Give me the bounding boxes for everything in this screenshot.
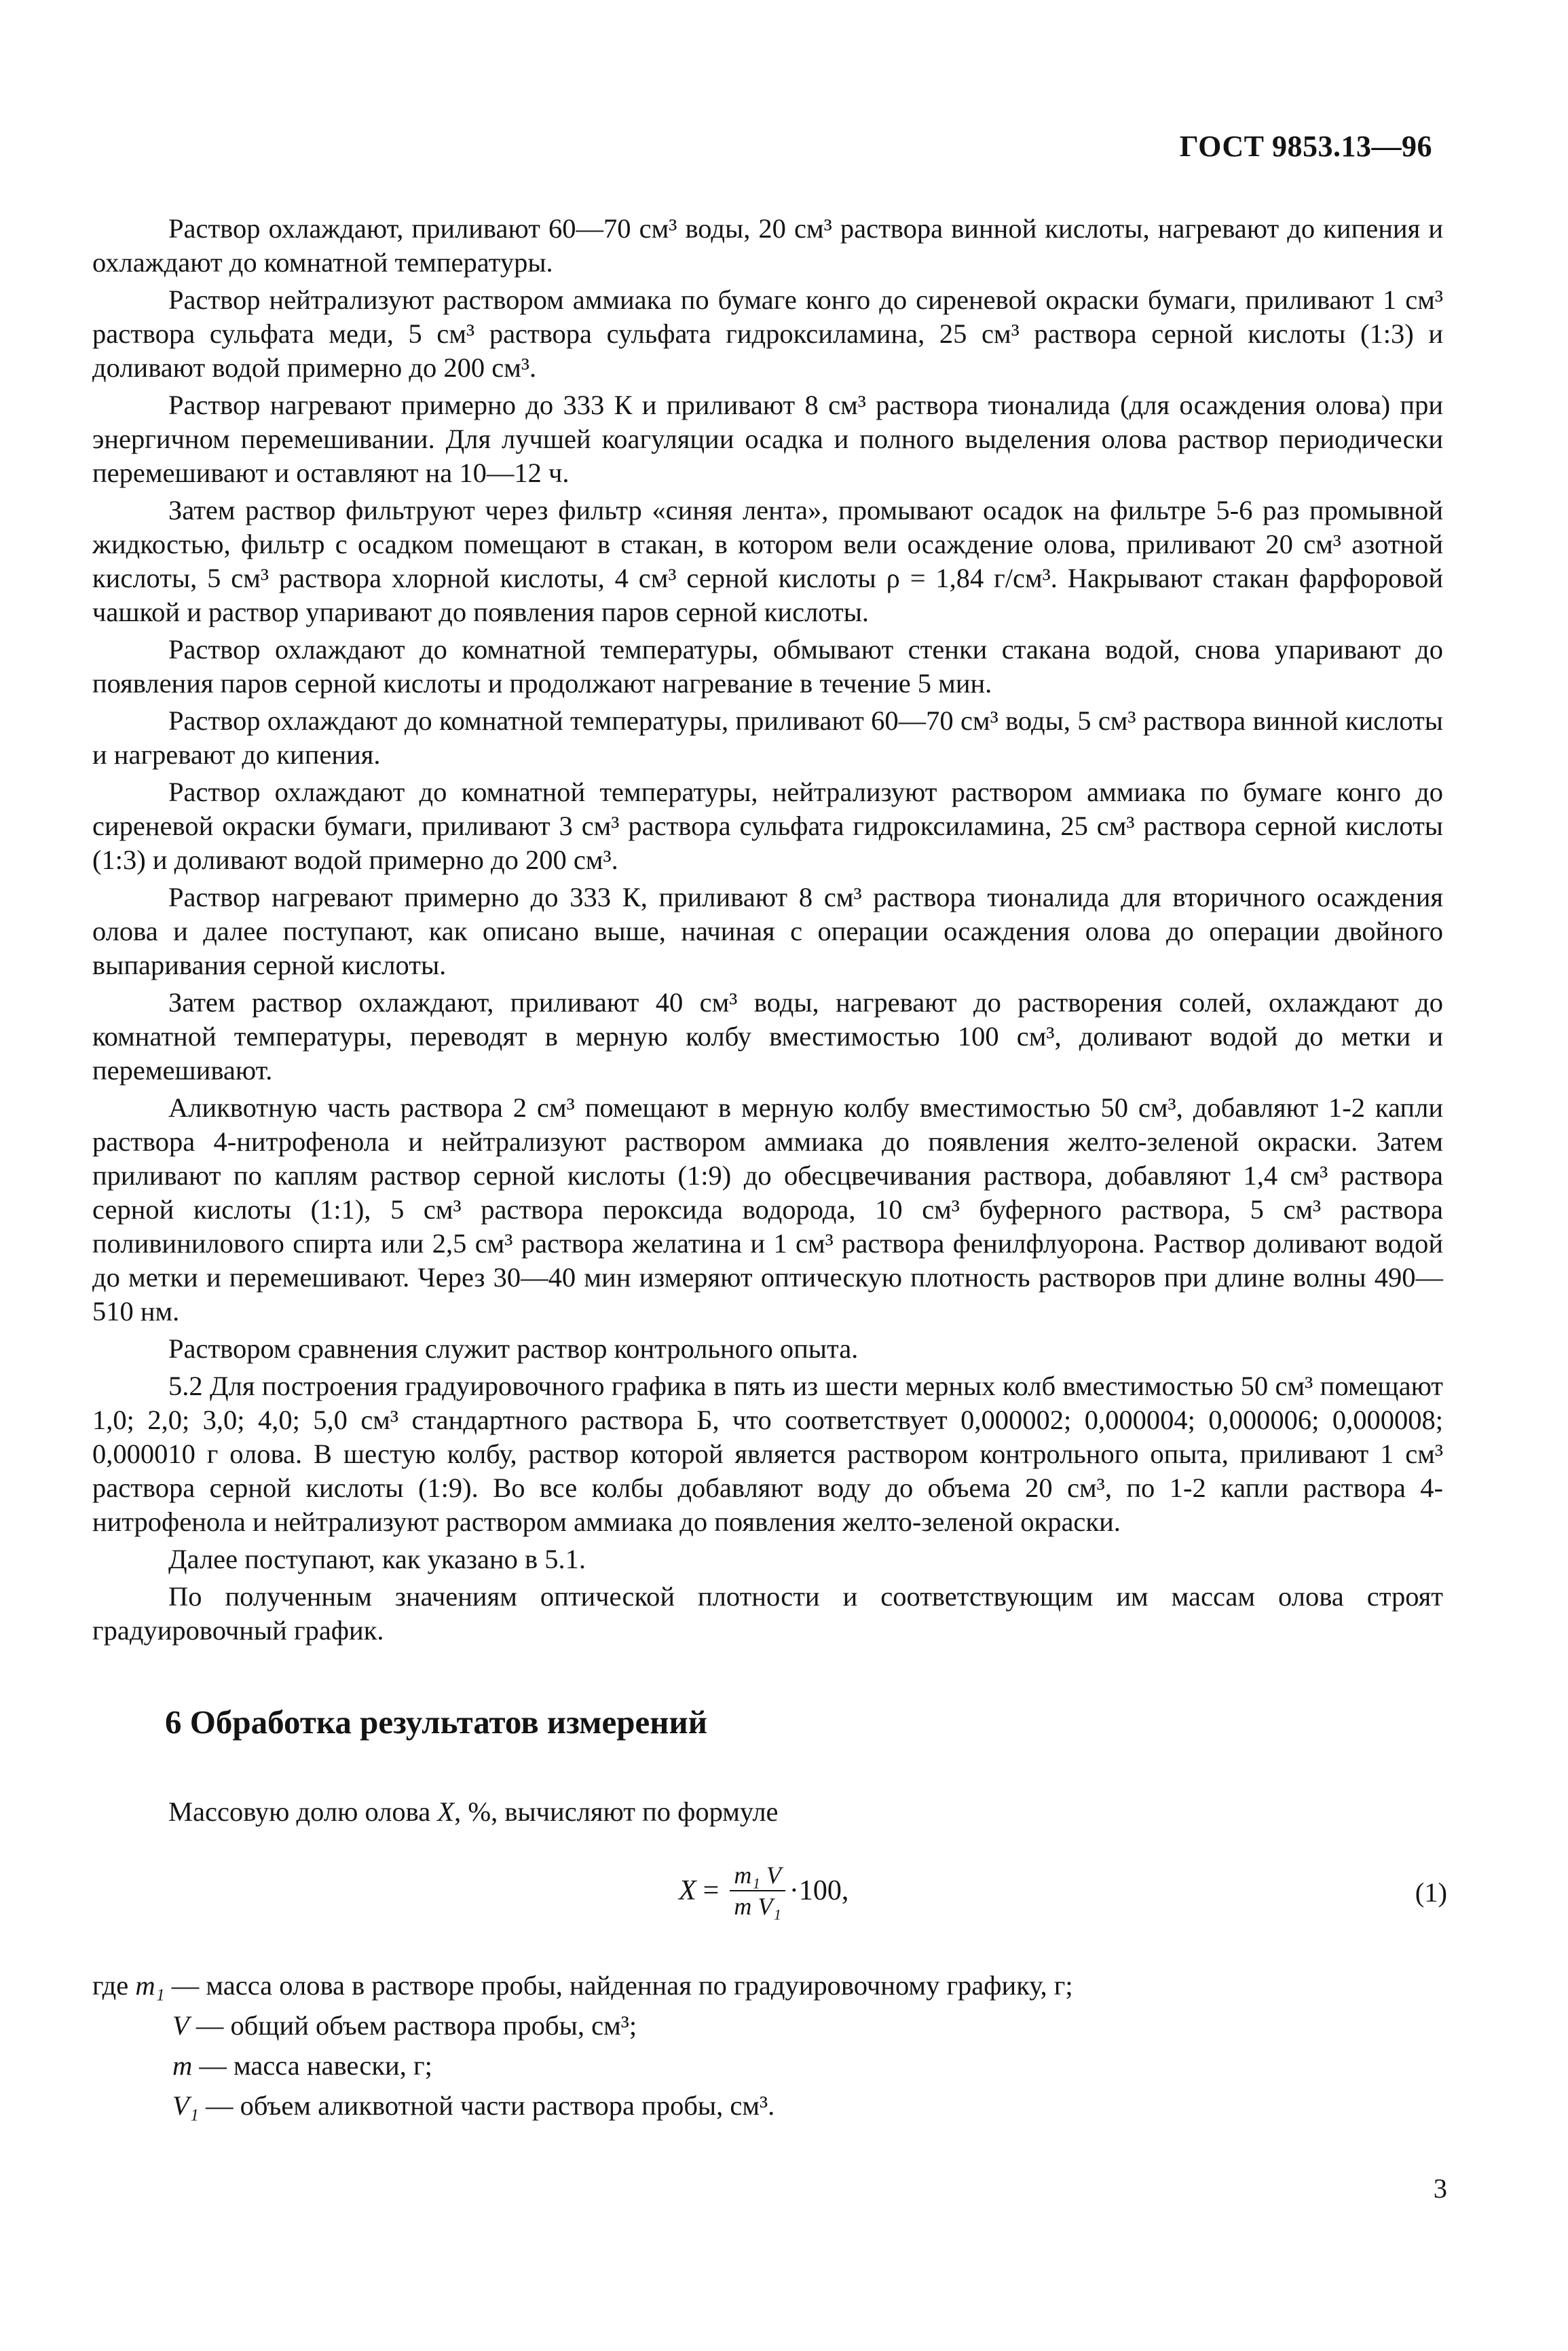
definition-symbol: V xyxy=(172,2010,189,2041)
where-prefix: где xyxy=(92,1970,136,2001)
formula-tail: ·100, xyxy=(789,1875,849,1906)
formula-numerator: m₁ V xyxy=(730,1862,785,1891)
paragraph: Затем раствор охлаждают, приливают 40 см³ воды, нагревают до растворения солей, охлаждают до комнатной температуры, переводят в мерную колбу вместимостью 100 см³, доливают водой до метки и перемешивают. xyxy=(92,987,1443,1086)
formula xyxy=(679,1853,848,1928)
paragraph: Раствор охлаждают до комнатной температуры, обмывают стенки стакана водой, снова упаривают до появления паров серной кислоты и продолжают нагревание в течение 5 мин. xyxy=(92,634,1443,699)
formula-fraction xyxy=(730,1862,785,1920)
definition-symbol: m₁ xyxy=(135,1970,165,2001)
page-number: 3 xyxy=(1433,2173,1447,2204)
definition-symbol: m xyxy=(172,2050,193,2081)
paragraph: Раствором сравнения служит раствор контрольного опыта. xyxy=(168,1333,859,1364)
paragraph: Далее поступают, как указано в 5.1. xyxy=(168,1544,586,1574)
paragraph: По полученным значениям оптической плотности и соответствующим им массам олова строят градуировочный график. xyxy=(92,1581,1443,1646)
definition-text: — масса навески, г; xyxy=(192,2050,432,2081)
definition-text: — масса олова в растворе пробы, найденная по градуировочному графику, г; xyxy=(164,1970,1073,2001)
paragraph: Раствор охлаждают, приливают 60—70 см³ воды, 20 см³ раствора винной кислоты, нагревают до кипения и охлаждают до комнатной температуры. xyxy=(92,213,1443,278)
intro-variable: X xyxy=(437,1796,455,1827)
paragraph: Раствор охлаждают до комнатной температуры, нейтрализуют раствором аммиака по бумаге конго до сиреневой окраски бумаги, приливают 3 см³ раствора сульфата гидроксиламина, 25 см³ раствора серной кислоты (1:3) и доливают водой примерно до 200 см³. xyxy=(92,777,1443,875)
paragraph: Раствор охлаждают до комнатной температуры, приливают 60—70 см³ воды, 5 см³ раствора винной кислоты и нагревают до кипения. xyxy=(92,705,1443,770)
definition-text: — общий объем раствора пробы, см³; xyxy=(189,2010,637,2041)
definition-row xyxy=(92,2005,1073,2045)
paragraph: Затем раствор фильтруют через фильтр «синяя лента», промывают осадок на фильтре 5-6 раз промывной жидкостью, фильтр с осадком помещают в стакан, в котором вели осаждение олова, приливают 20 см³ азотной кислоты, 5 см³ раствора хлорной кислоты, 4 см³ серной кислоты ρ = 1,84 г/см³. Накрывают стакан фарфоровой чашкой и раствор упаривают до появления паров серной кислоты. xyxy=(92,495,1443,627)
paragraph: Аликвотную часть раствора 2 см³ помещают в мерную колбу вместимостью 50 см³, добавляют 1-2 капли раствора 4-нитрофенола и нейтрализуют раствором аммиака до появления желто-зеленой окраски. Затем приливают по каплям раствор серной кислоты (1:9) до обесцвечивания раствора, добавляют 1,4 см³ раствора серной кислоты (1:1), 5 см³ раствора пероксида водорода, 10 см³ буферного раствора, 5 см³ раствора поливинилового спирта или 2,5 см³ раствора желатина и 1 см³ раствора фенилфлуорона. Раствор доливают водой до метки и перемешивают. Через 30—40 мин измеряют оптическую плотность растворов при длине волны 490—510 нм. xyxy=(92,1092,1443,1327)
body-text xyxy=(92,212,1443,1651)
formula-intro xyxy=(168,1796,779,1828)
definition-symbol: V₁ xyxy=(172,2090,199,2121)
standard-header: ГОСТ 9853.13—96 xyxy=(1179,130,1432,163)
intro-text-before: Массовую долю олова xyxy=(168,1796,438,1827)
paragraph: Раствор нагревают примерно до 333 К и приливают 8 см³ раствора тионалида (для осаждения олова) при энергичном перемешивании. Для лучшей коагуляции осадка и полного выделения олова раствор периодически перемешивают и оставляют на 10—12 ч. xyxy=(92,390,1443,488)
paragraph: 5.2 Для построения градуировочного графика в пять из шести мерных колб вместимостью 50 см³ помещают 1,0; 2,0; 3,0; 4,0; 5,0 см³ стандартного раствора Б, что соответствует 0,000002; 0,000004; 0,000006; 0,000008; 0,000010 г олова. В шестую колбу, раствор которой является раствором контрольного опыта, приливают 1 см³ раствора серной кислоты (1:9). Во все колбы добавляют воду до объема 20 см³, по 1-2 капли раствора 4-нитрофенола и нейтрализуют раствором аммиака до появления желто-зеленой окраски. xyxy=(92,1371,1443,1537)
variable-definitions xyxy=(92,1965,1073,2126)
formula-equals: = xyxy=(703,1875,720,1906)
definition-row xyxy=(92,2086,1073,2126)
definition-row xyxy=(92,1965,1073,2005)
formula-denominator: m V₁ xyxy=(734,1893,781,1920)
formula-number: (1) xyxy=(1415,1877,1447,1908)
intro-text-after: , %, вычисляют по формуле xyxy=(454,1796,779,1827)
formula-lhs: X xyxy=(679,1875,696,1906)
definition-row xyxy=(92,2045,1073,2086)
section-title: 6 Обработка результатов измерений xyxy=(165,1703,707,1741)
definition-text: — объем аликвотной части раствора пробы, см³. xyxy=(198,2090,775,2121)
paragraph: Раствор нагревают примерно до 333 К, приливают 8 см³ раствора тионалида для вторичного осаждения олова и далее поступают, как описано выше, начиная с операции осаждения олова до операции двойного выпаривания серной кислоты. xyxy=(92,882,1443,980)
paragraph: Раствор нейтрализуют раствором аммиака по бумаге конго до сиреневой окраски бумаги, приливают 1 см³ раствора сульфата меди, 5 см³ раствора сульфата гидроксиламина, 25 см³ раствора серной кислоты (1:3) и доливают водой примерно до 200 см³. xyxy=(92,284,1443,383)
